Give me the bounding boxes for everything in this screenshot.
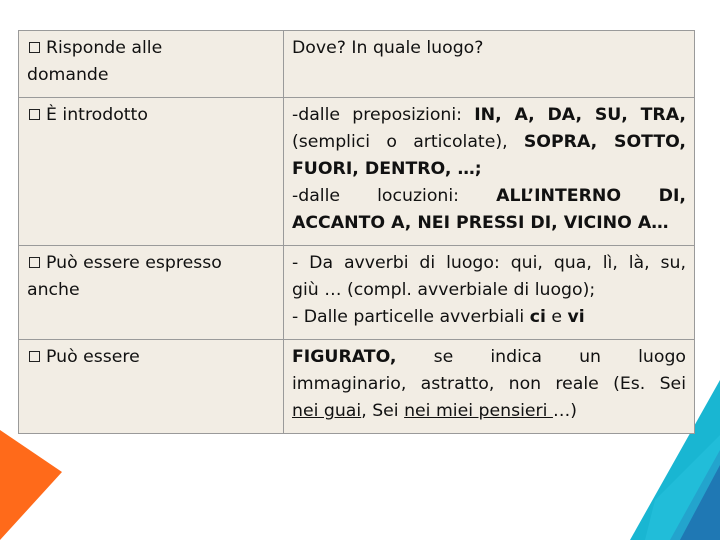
row-label-cell [19, 246, 284, 340]
checkbox-bullet-icon [29, 109, 40, 120]
desc-line: -dalle locuzioni: ALL’INTERNO DI, [292, 186, 686, 206]
table-row [19, 340, 695, 434]
desc-line: (semplici o articolate), SOPRA, SOTTO, [292, 132, 686, 152]
row-label-cell [19, 98, 284, 246]
desc-line: FIGURATO, se indica un luogo [292, 347, 686, 367]
desc-line: giù … (compl. avverbiale di luogo); [292, 280, 596, 300]
row-desc-cell [284, 31, 695, 98]
desc-line: - Da avverbi di luogo: qui, qua, lì, là, su, [292, 253, 686, 273]
content-table [18, 30, 695, 434]
desc-line: immaginario, astratto, non reale (Es. Sei [292, 374, 686, 394]
row-label: Può essere espresso [46, 253, 222, 273]
row-desc: Dove? In quale luogo? [292, 38, 484, 58]
desc-line: ACCANTO A, NEI PRESSI DI, VICINO A… [292, 213, 669, 233]
row-label: Può essere [46, 347, 140, 367]
row-label-cell [19, 31, 284, 98]
row-desc-cell [284, 98, 695, 246]
table-row [19, 31, 695, 98]
table-row [19, 98, 695, 246]
checkbox-bullet-icon [29, 257, 40, 268]
row-desc-cell [284, 340, 695, 434]
desc-line: nei guai, Sei nei miei pensieri …) [292, 401, 577, 421]
row-desc-cell [284, 246, 695, 340]
row-label-cont: anche [27, 280, 80, 300]
desc-line: - Dalle particelle avverbiali ci e vi [292, 307, 585, 327]
checkbox-bullet-icon [29, 42, 40, 53]
checkbox-bullet-icon [29, 351, 40, 362]
row-label: Risponde alle [46, 38, 163, 58]
table-row [19, 246, 695, 340]
row-label-cell [19, 340, 284, 434]
desc-line: -dalle preposizioni: IN, A, DA, SU, TRA, [292, 105, 686, 125]
row-label-cont: domande [27, 65, 109, 85]
row-label: È introdotto [46, 105, 148, 125]
desc-line: FUORI, DENTRO, …; [292, 159, 482, 179]
